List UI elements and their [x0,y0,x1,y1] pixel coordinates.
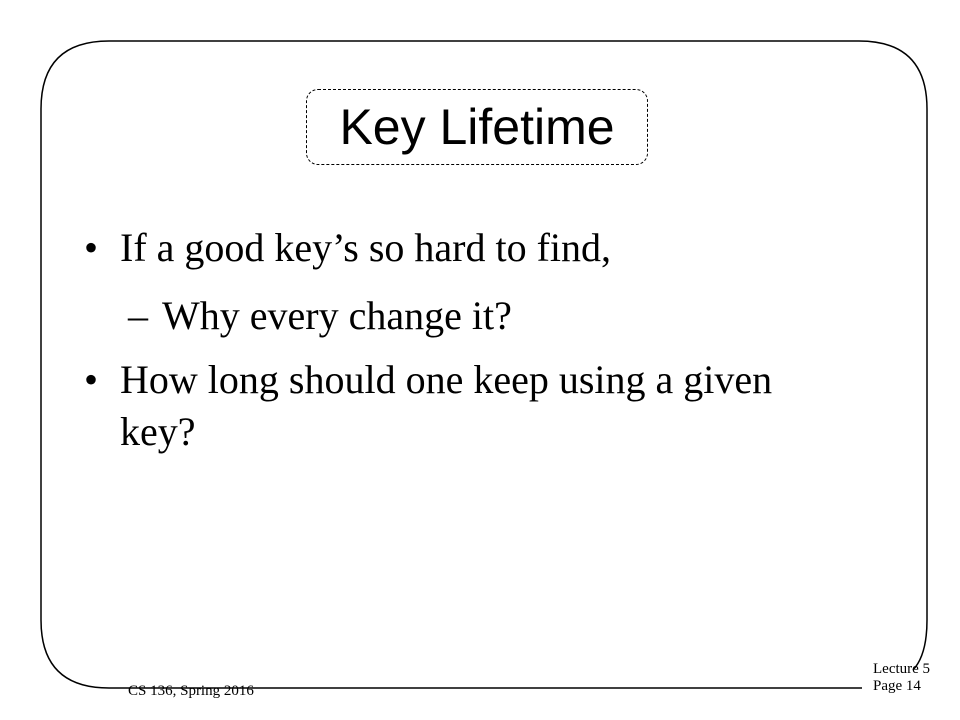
bullet-item [84,222,824,274]
dash-marker: – [128,293,148,338]
sub-bullet-item [128,290,824,342]
title-box [306,89,648,165]
bullet-item [84,354,824,458]
footer-lecture-page [873,661,930,695]
footer-course: CS 136, Spring 2016 [128,683,254,699]
footer-lecture: Lecture 5 [873,661,931,677]
bullet-marker: • [84,357,99,402]
bullet-text: If a good key’s so hard to find, [120,225,612,270]
footer-page: Page 14 [873,678,921,694]
bullet-marker: • [84,225,99,270]
bullet-text: How long should one keep using a given key? [120,357,773,454]
bullet-list [84,222,824,458]
slide-title: Key Lifetime [339,99,615,155]
sub-bullet-text: Why every change it? [162,293,512,338]
